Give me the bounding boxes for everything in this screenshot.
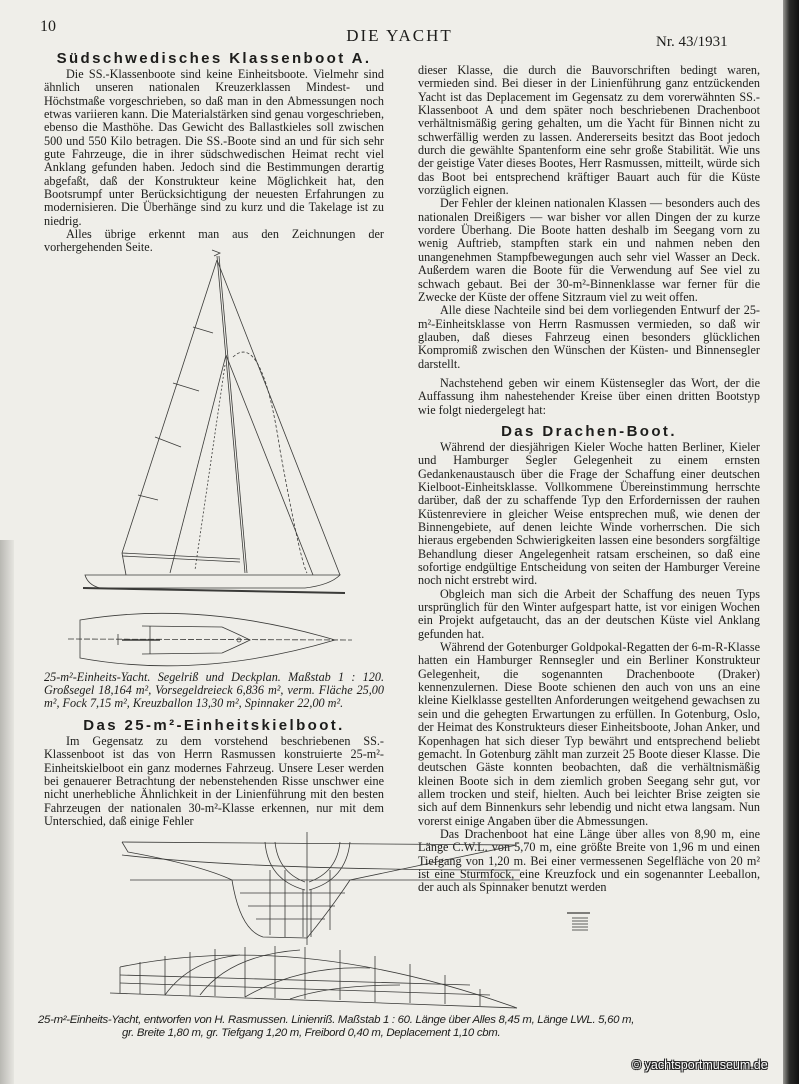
paragraph: Der Fehler der kleinen nationalen Klassen — besonders auch des nationalen Dreißigers — war bisher vor allen Dingen der zu kurze vordere Überhang. Die Boote hatten deshalb im Seegang vorn zu wenig Auftrieb, stampften stark ein und nahmen neben den unangenehmen Stampfbewegungen auch sehr viel Wasser an Deck. Außerdem waren die Boote für die Verwendung auf See viel zu schwach gebaut. Bei der 30-m²-Binnenklasse war ferner für die Zwecke der Küste der offene Sitzraum viel zu weit offen. <box>418 196 760 304</box>
offset-table <box>567 913 590 930</box>
paragraph: Während der Gotenburger Goldpokal-Regatten der 6-m-R-Klasse hatten ein Hamburger Rennsegler und ein Berliner Konstrukteur Gelegenheit, die sogenannten Drachenboote (Draker) kennenzulernen. Diese Boote schienen den auch von uns an eine kleine Kielklasse gestellten Anforderungen weitgehend gewachsen zu sein und die gehegten Erwartungen zu erfüllen. In Gotenburg, Oslo, der Heimat des Konstrukteurs dieser Einheitsboote, Johan Anker, und Kopenhagen hat sich dieser Typ bewährt und entsprechend beliebt gemacht. In Gotenburg zählt man zurzeit 25 Boote dieser Klasse. Die deutschen Gäste konnten beobachten, daß die verhältnismäßig kleinen Boote sich in dem ziemlich groben Seegang sehr gut, vor allem trocken und steif, hielten. Auch bei leichter Brise zeigten sie sich auf dem Binnenkurs sehr lebendig und nicht etwa langsam. Nun vorerst einige Angaben über die Abmessungen. <box>418 640 760 828</box>
profile-and-body-plan <box>122 832 520 945</box>
paragraph: Alle diese Nachteile sind bei dem vorliegenden Entwurf der 25-m²-Einheitsklasse von Herrn Rasmussen vermieden, so daß wir glauben, daß dieses Fahrzeug einen besonders glücklichen Kompromiß zwischen den Wünschen der Küsten- und Binnensegler darstellt. <box>418 303 760 371</box>
paragraph: Das Drachenboot hat eine Länge über alles von 8,90 m, eine Länge C.W.L. von 5,70 m, eine größte Breite von 1,96 m und einen Tiefgang von 1,20 m. Bei einer vermessenen Segelfläche von 20 m² ist eine Sturmfock, eine Kreuzfock und ein sogenannter Leeballon, der auch als Spinnaker benutzt werden <box>418 826 760 895</box>
paragraph: Während der diesjährigen Kieler Woche hatten Berliner, Kieler und Hamburger Segler Gelegenheit zu einem ernsten Gedankenaustausch über die Frage der Schaffung einer deutschen Kielboot-Einheitsklasse. Vollkommene Übereinstimmung herrschte darüber, daß der zu schaffende Typ den Erfordernissen der rauhen Küstenreviere in gleicher Weise entsprechen muß, wie denen der Binnengebiete, auf denen leichte Winde vorherrschen. Die sich hieraus ergebenden Schwierigkeiten lassen eine besonders sorgfältige Behandlung dieser Angelegenheit ratsam erscheinen, so daß eine sofortige endgültige Entscheidung von seiten der Hamburger Vereine noch nicht erstrebt wird. <box>418 439 760 588</box>
paragraph: Alles übrige erkennt man aus den Zeichnungen der vorhergehenden Seite. <box>44 227 384 255</box>
heading-25m-einheitskielboot: Das 25-m²-Einheitskielboot. <box>83 717 345 734</box>
paragraph: Die SS.-Klassenboote sind keine Einheitsboote. Vielmehr sind ähnlich unseren nationalen Kreuzerklassen Mindest- und Höchstmaße vorgeschrieben, so daß man in den Abmessungen noch etwas variieren kann. Die Materialstärken sind genau vorgeschrieben, ebenso die Masthöhe. Das Gewicht des Ballastkieles soll zwischen 500 und 550 Kilo betragen. Die SS.-Boote sind an und für sich sehr gute Fahrzeuge, die in ihrer südschwedischen Heimat recht viel Anklang gefunden haben. Jedoch sind die Bestimmungen derartig abgefaßt, daß der Konstrukteur keine Möglichkeit hat, den Bootsrumpf unter Berücksichtigung der neuesten Erfahrungen zu modernisieren. Die Überhänge sind zu kurz und die Takelage ist zu niedrig. <box>44 67 384 228</box>
heading-suedschwedisches-klassenboot: Südschwedisches Klassenboot A. <box>56 50 372 67</box>
paragraph: Obgleich man sich die Arbeit der Schaffung des neuen Typs ursprünglich für den Winter aufgespart hatte, ist vor einigen Wochen ein Projekt aufgetaucht, das an der deutschen Küste viel Anklang gefunden hat. <box>418 586 760 641</box>
lines-plan-caption-line1: 25-m²-Einheits-Yacht, entworfen von H. Rasmussen. Linienriß. Maßstab 1 : 60. Länge über Alles 8,45 m, Länge LWL. 5,60 m, <box>38 1014 635 1026</box>
issue-number: Nr. 43/1931 <box>656 34 728 50</box>
sail-plan-caption: 25-m²-Einheits-Yacht. Segelriß und Deckplan. Maßstab 1 : 120. Großsegel 18,164 m², Vorsegeldreieck 6,836 m², verm. Fläche 25,00 m², Fock 7,15 m², Kreuzballon 13,30 m², Spinnaker 22,00 m². <box>44 670 384 710</box>
lines-plan-caption <box>38 1014 778 1040</box>
page-number: 10 <box>40 18 56 35</box>
watermark: © yachtsportmuseum.de <box>632 1058 768 1072</box>
heading-drachen-boot: Das Drachen-Boot. <box>501 422 677 440</box>
paragraph: Nachstehend geben wir einem Küstensegler das Wort, der die Auffassung ihm nahestehender Kreise über einen dritten Bootstyp wie folgt niedergelegt hat: <box>418 375 760 417</box>
paragraph: Im Gegensatz zu dem vorstehend beschriebenen SS.-Klassenboot ist das von Herrn Rasmussen konstruierte 25-m²-Einheitskielboot ein ganz modernes Fahrzeug. Unsere Leser werden bei genauerer Betrachtung der nebenstehenden Risse unschwer eine nicht unerhebliche Ähnlichkeit in der Linienführung mit den besten Fahrzeugen der nationalen 30-m²-Klasse erkennen, nur mit dem Unterschied, daß einige Fehler <box>44 734 384 829</box>
half-breadth-plan <box>110 946 517 1008</box>
paragraph: dieser Klasse, die durch die Bauvorschriften bedingt waren, vermieden sind. Bei dieser in der Linienführung ganz entzückenden Yacht ist das Deplacement im Gegensatz zu dem vorerwähnten SS.-Klassenboot A und dem später noch beschriebenen Drachenboot verhältnismäßig gering gehalten, um die Yacht für Binnen nicht zu schwerfällig werden zu lassen. Andererseits besitzt das Boot jedoch durch die gewählte Spantenform eine sehr große Stabilität. Wie uns der geistige Vater dieses Bootes, Herr Rasmussen, mitteilt, würde sich das Boot bei entsprechend kräftiger Bauart auch für die Küste vorzüglich eignen. <box>418 63 760 198</box>
running-title: DIE YACHT <box>346 26 453 45</box>
lines-plan-caption-line2: gr. Breite 1,80 m, gr. Tiefgang 1,20 m, Freibord 0,40 m, Deplacement 1,10 cbm. <box>122 1027 501 1039</box>
